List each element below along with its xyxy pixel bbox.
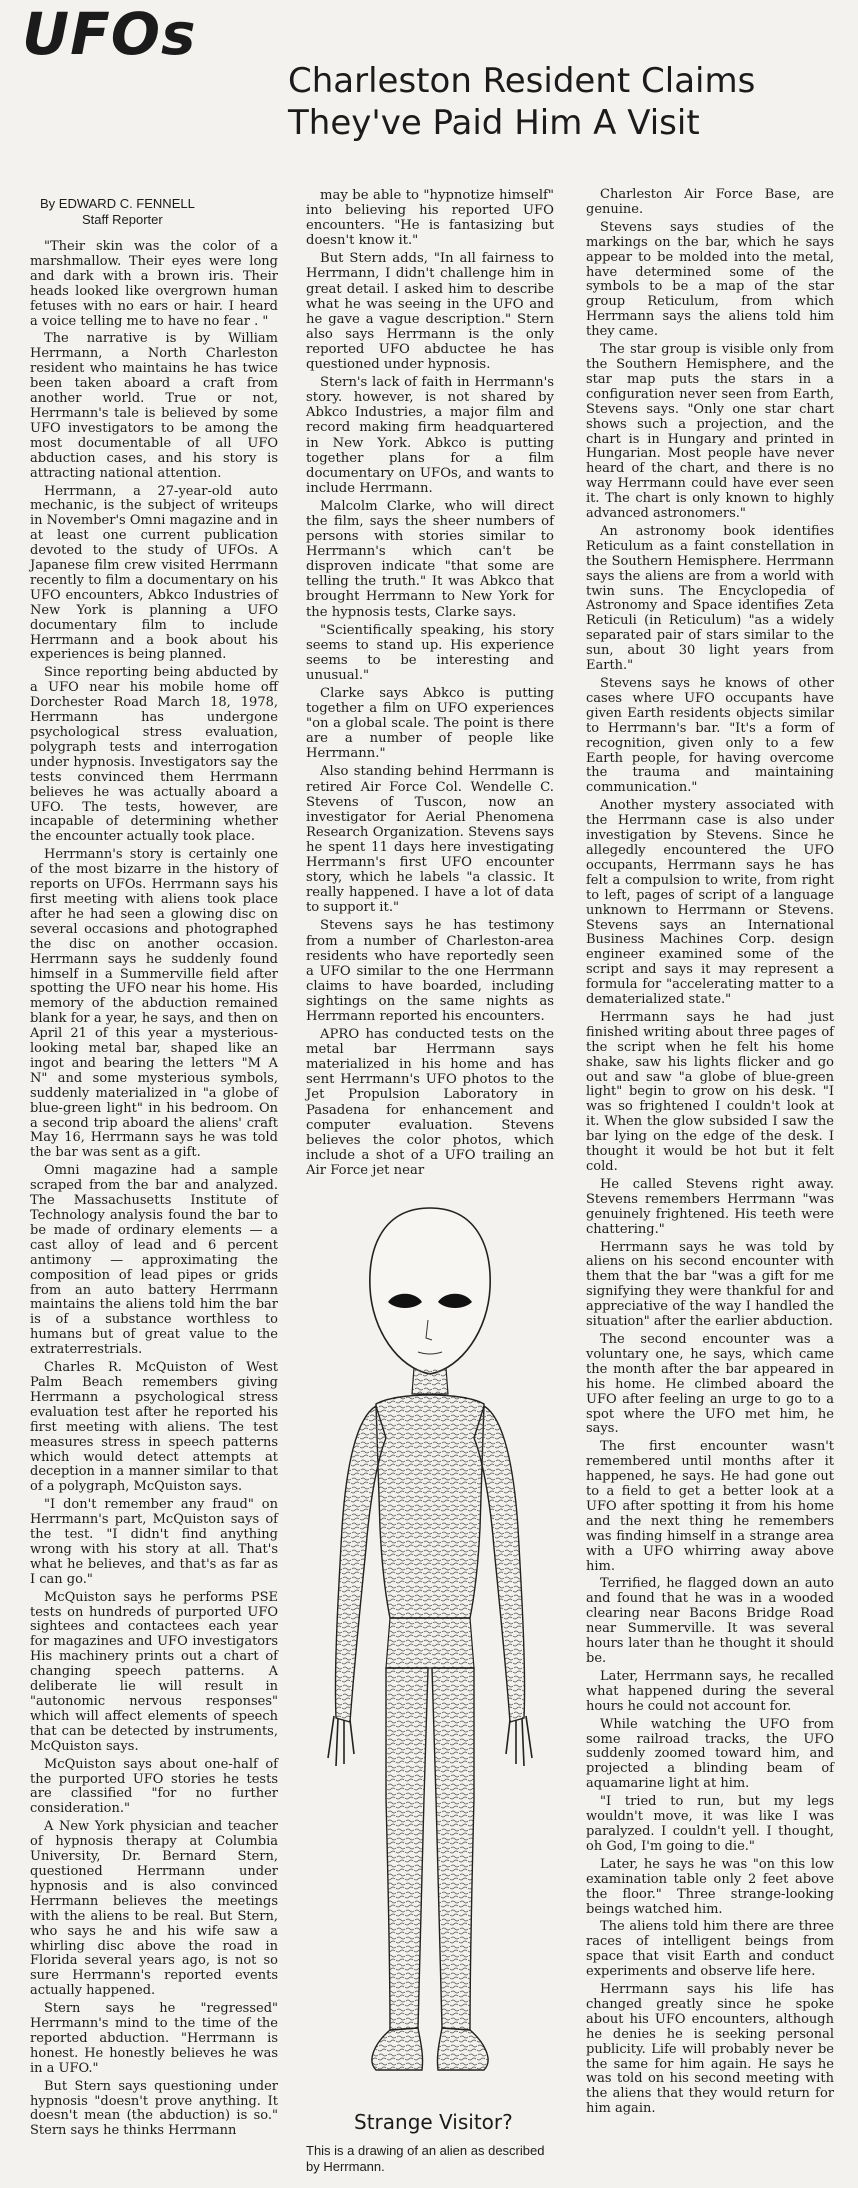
section-title: UFOs (22, 0, 197, 68)
paragraph: But Stern adds, "In all fairness to Herrmann, I didn't challenge him in great detail. I asked him to describe what he was seeing in the UFO and he gave a vague description." Stern also says Herrmann is the only reported UFO abductee he has questioned under hypnosis. (306, 251, 554, 373)
column-3-body (586, 188, 834, 2117)
paragraph: Herrmann's story is certainly one of the most bizarre in the history of reports on UFOs. Herrmann says his first meeting with aliens took place after he had seen a glowing disc on several occasions and photographed the disc on another occasion. Herrmann says he suddenly found himself in a Summerville field after spotting the UFO near his home. His memory of the abduction remained blank for a year, he says, and then on April 21 of this year a mysterious-looking metal bar, shaped like an ingot and bearing the letters "M A N" and some mysterious symbols, suddenly materialized in "a globe of blue-green light" in his bedroom. On a second trip aboard the aliens' craft May 16, Herrmann says he was told the bar was sent as a gift. (30, 847, 278, 1161)
paragraph: Stevens says he has testimony from a number of Charleston-area residents who have reportedly seen a UFO similar to the one Herrmann claims to have boarded, including sightings on the same nights as Herrmann reported his encounters. (306, 918, 554, 1024)
headline-line-2: They've Paid Him A Visit (288, 103, 700, 143)
paragraph: "Their skin was the color of a marshmallow. Their eyes were long and dark with a brown iris. Their heads looked like overgrown human fetuses with no ears or hair. I heard a voice telling me to have no fear . " (30, 239, 278, 329)
column-1-body (30, 240, 278, 2139)
figure-title: Strange Visitor? (354, 2110, 513, 2134)
paragraph: Since reporting being abducted by a UFO near his mobile home off Dorchester Road March 18, 1978, Herrmann has undergone psychological stress evaluation, polygraph tests and interrogation under hypnosis. Investigators say the tests convinced them Herrmann believes he was actually aboard a UFO. The tests, however, are incapable of determining whether the encounter actually took place. (30, 665, 278, 845)
paragraph: Terrified, he flagged down an auto and found that he was in a wooded clearing near Bacons Bridge Road near Summerville. It was several hours later than he thought it should be. (586, 1576, 834, 1666)
paragraph: "I tried to run, but my legs wouldn't move, it was like I was paralyzed. I couldn't yell. I thought, oh God, I'm going to die." (586, 1794, 834, 1854)
paragraph: Omni magazine had a sample scraped from the bar and analyzed. The Massachusetts Institute of Technology analysis found the bar to be made of ordinary elements — a cast alloy of lead and 6 percent antimony — approximating the composition of lead pipes or grids from an auto battery Herrmann maintains the aliens told him the bar is of a substance worthless to humans but of great value to the extraterrestrials. (30, 1163, 278, 1358)
alien-head (370, 1208, 490, 1374)
article-column-2 (306, 188, 554, 1181)
alien-left-hand (328, 1716, 354, 1766)
paragraph: Charleston Air Force Base, are genuine. (586, 187, 834, 217)
alien-torso (376, 1395, 484, 1618)
paragraph: The first encounter wasn't remembered until months after it happened, he says. He had gone out to a field to get a better look at a UFO after spotting it from his home and the next thing he remembers was finding himself in a strange area with a UFO whirring away above him. (586, 1439, 834, 1574)
paragraph: McQuiston says about one-half of the purported UFO stories he tests are classified "for no further consideration." (30, 1756, 278, 1817)
paragraph: He called Stevens right away. Stevens remembers Herrmann "was genuinely frightened. His teeth were chattering." (586, 1176, 834, 1237)
paragraph: The narrative is by William Herrmann, a North Charleston resident who maintains he has twice been taken aboard a craft from another world. True or not, Herrmann's tale is believed by some UFO investigators to be among the most documentable of all UFO abduction cases, and his story is attracting national attention. (30, 331, 278, 481)
paragraph: Herrmann says he was told by aliens on his second encounter with them that the bar "was a gift for me signifying they were thankful for and appreciative of the way I handled the situation" after the earlier abduction. (586, 1239, 834, 1330)
paragraph: "I don't remember any fraud" on Herrmann's part, McQuiston says of the test. "I didn't find anything wrong with his story at all. That's what he believes, and that's as far as I can go." (30, 1497, 278, 1587)
paragraph: Herrmann says he had just finished writing about three pages of the script when he felt his home shake, saw his lights flicker and go out and saw "a globe of blue-green light" begin to grow on his desk. "I was so frightened I couldn't look at it. When the glow subsided I saw the bar lying on the edge of the desk. I thought it would be hot but it felt cold. (586, 1009, 834, 1174)
paragraph: Herrmann says his life has changed greatly since he spoke about his UFO encounters, although he denies he is seeking personal publicity. Life will probably never be the same for him again. He says he was told on his second meeting with the aliens that they would return for him again. (586, 1982, 834, 2117)
paragraph: McQuiston says he performs PSE tests on hundreds of purported UFO sightees and contactees each year for magazines and UFO investigators His machinery prints out a chart of changing speech patterns. A deliberate lie will result in "autonomic nervous responses" which will affect elements of speech that can be detected by instruments, McQuiston says. (30, 1589, 278, 1754)
paragraph: may be able to "hypnotize himself" into believing his reported UFO encounters. "He is fantasizing but doesn't know it." (306, 188, 554, 249)
figure-caption: This is a drawing of an alien as described by Herrmann. (306, 2143, 545, 2174)
alien-right-hand (506, 1716, 532, 1766)
paragraph: But Stern says questioning under hypnosis "doesn't prove anything. It doesn't mean (the abduction) is so." Stern says he thinks Herrmann (30, 2078, 278, 2139)
paragraph: Clarke says Abkco is putting together a film on UFO experiences "on a global scale. The point is there are a number of people like Herrmann." (306, 686, 554, 762)
paragraph: A New York physician and teacher of hypnosis therapy at Columbia University, Dr. Bernard Stern, questioned Herrmann under hypnosis and is also convinced Herrmann believes the meetings with the aliens to be real. But Stern, who says he and his wife saw a whirling disc above the road in Florida several years ago, is not so sure Herrmann's reported events actually happened. (30, 1819, 278, 1999)
alien-right-foot (437, 2028, 488, 2070)
paragraph: Stern says he "regressed" Herrmann's mind to the time of the reported abduction. "Herrmann is honest. He honestly believes he was in a UFO." (30, 2001, 278, 2076)
paragraph: The aliens told him there are three races of intelligent beings from space that visit Earth and conduct experiments and observe life here. (586, 1919, 834, 1980)
paragraph: "Scientifically speaking, his story seems to stand up. His experience seems to be interesting and unusual." (306, 622, 554, 683)
paragraph: The star group is visible only from the Southern Hemisphere, and the star map puts the stars in a configuration never seen from Earth, Stevens says. "Only one star chart shows such a projection, and the chart is in Hungary and printed in Hungarian. Most people have never heard of the chart, and there is no way Herrmann could have ever seen it. The chart is only known to highly advanced astronomers." (586, 342, 834, 522)
alien-right-leg (432, 1668, 474, 2030)
alien-right-arm (474, 1406, 525, 1722)
alien-left-foot (372, 2028, 423, 2070)
paragraph: While watching the UFO from some railroad tracks, the UFO suddenly zoomed toward him, and projected a blinding beam of aquamarine light at him. (586, 1716, 834, 1792)
headline-line-1: Charleston Resident Claims (288, 61, 756, 101)
paragraph: Malcolm Clarke, who will direct the film, says the sheer numbers of persons with stories similar to Herrmann's which can't be disproven indicate "that some are telling the truth." It was Abkco that brought Herrmann to New York for the hypnosis tests, Clarke says. (306, 498, 554, 620)
byline (30, 196, 278, 228)
alien-left-leg (386, 1668, 428, 2030)
headline (288, 60, 848, 144)
column-2-body (306, 188, 554, 1178)
paragraph: An astronomy book identifies Reticulum as a faint constellation in the Southern Hemisphere. Herrmann says the aliens are from a world with twin suns. The Encyclopedia of Astronomy and Space identifies Zeta Reticuli (in Reticulum) "as a widely separated pair of stars similar to the sun, about 30 light years from Earth." (586, 523, 834, 674)
paragraph: Stevens says studies of the markings on the bar, which he says appear to be molded into the metal, have determined some of the symbols to be a map of the star group Reticulum, from which Herrmann says the aliens told him they came. (586, 219, 834, 340)
article-column-1 (30, 196, 278, 2142)
paragraph: Herrmann, a 27-year-old auto mechanic, is the subject of writeups in November's Omni magazine and in at least one current publication devoted to the study of UFOs. A Japanese film crew visited Herrmann recently to film a documentary on his UFO encounters, Abkco Industries of New York is planning a UFO documentary film to include Herrmann and a book about his experiences is being planned. (30, 483, 278, 663)
byline-role: Staff Reporter (82, 212, 163, 227)
alien-drawing (306, 1198, 554, 2103)
alien-neck (412, 1368, 448, 1394)
paragraph: APRO has conducted tests on the metal bar Herrmann says materialized in his home and has sent Herrmann's UFO photos to the Jet Propulsion Laboratory in Pasadena for enhancement and computer evaluation. Stevens believes the color photos, which include a shot of a UFO trailing an Air Force jet near (306, 1027, 554, 1178)
paragraph: Stern's lack of faith in Herrmann's story. however, is not shared by Abkco Industries, a major film and record making firm headquartered in New York. Abkco is putting together plans for a film documentary on UFOs, and wants to include Herrmann. (306, 375, 554, 496)
paragraph: The second encounter was a voluntary one, he says, which came the month after the bar appeared in his home. He climbed aboard the UFO after feeling an urge to go to a spot where the UFO met him, he says. (586, 1331, 834, 1437)
paragraph: Stevens says he knows of other cases where UFO occupants have given Earth residents objects similar to Herrmann's bar. "It's a form of recognition, given only to a few Earth people, for having overcome the trauma and maintaining communication." (586, 676, 834, 796)
paragraph: Another mystery associated with the Herrmann case is also under investigation by Stevens. Since he allegedly encountered the UFO occupants, Herrmann says he has felt a compulsion to write, from right to left, pages of script of a language unknown to Herrmann or Stevens. Stevens says an International Business Machines Corp. design engineer examined some of the script and says it may represent a formula for "accelerating matter to a dematerialized state." (586, 798, 834, 1008)
paragraph: Also standing behind Herrmann is retired Air Force Col. Wendelle C. Stevens of Tuscon, now an investigator for Aerial Phenomena Research Organization. Stevens says he spent 11 days here investigating Herrmann's first UFO encounter story, which he labels "a classic. It really happened. I have a lot of data to support it." (306, 764, 554, 916)
paragraph: Later, he says he was "on this low examination table only 2 feet above the floor." Three strange-looking beings watched him. (586, 1856, 834, 1917)
byline-author: By EDWARD C. FENNELL (40, 196, 195, 211)
alien-left-arm (335, 1406, 386, 1722)
article-column-3 (586, 188, 834, 2120)
paragraph: Later, Herrmann says, he recalled what happened during the several hours he could not account for. (586, 1668, 834, 1714)
alien-figure (306, 1198, 554, 2188)
paragraph: Charles R. McQuiston of West Palm Beach remembers giving Herrmann a psychological stress evaluation test after he reported his first meeting with aliens. The test measures stress in speech patterns which would detect attempts at deception in a manner similar to that of a polygraph, McQuiston says. (30, 1360, 278, 1495)
